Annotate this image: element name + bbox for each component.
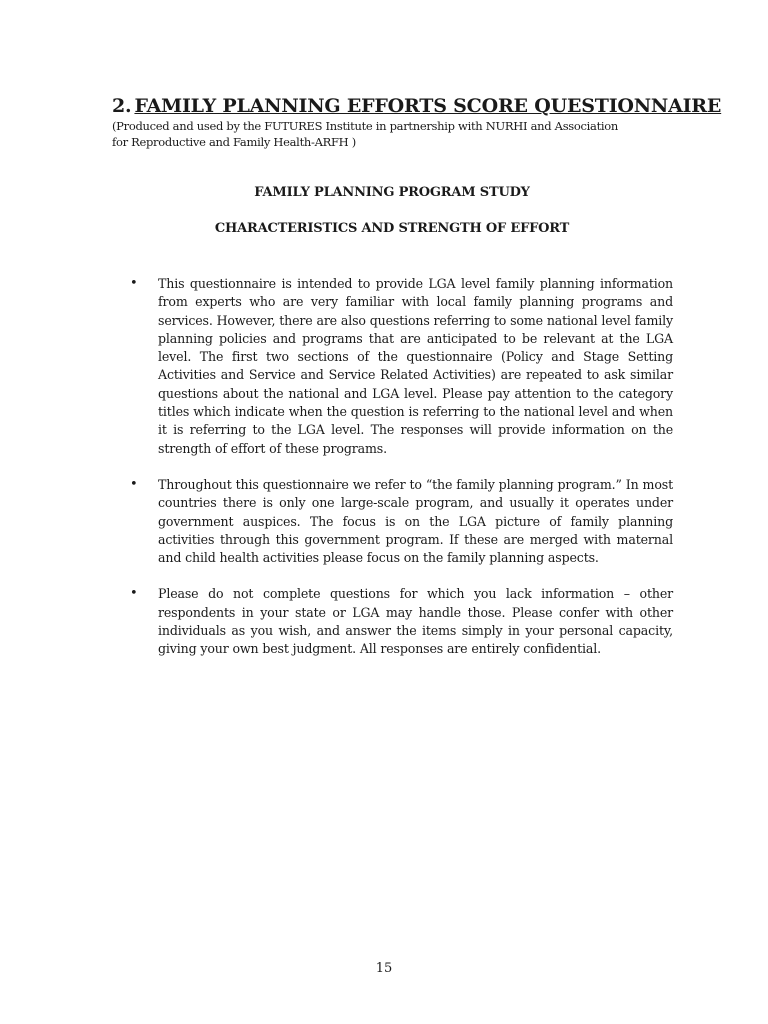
instructions-list [130, 275, 673, 677]
section-heading-title: FAMILY PLANNING EFFORTS SCORE QUESTIONNAIRE [134, 95, 722, 117]
section-heading [112, 94, 722, 118]
attribution-note: (Produced and used by the FUTURES Institute in partnership with NURHI and Association for Reproductive and Family Health-ARFH ) [112, 119, 619, 149]
bullet-icon: • [130, 476, 138, 492]
page-number: 15 [375, 961, 393, 976]
bullet-icon: • [130, 276, 138, 291]
list-item-text: Please do not complete questions for which you lack information – other respondents in your state or LGA may handle those. Please confer with other individuals as you wish, and answer the items simply in your personal capacity, giving your own best judgment. All responses are entirely confidential. [158, 586, 673, 657]
list-item-text: This questionnaire is intended to provide LGA level family planning information from experts who are very familiar with local family planning programs and services. However, there are also questions referring to some national level family planning policies and programs that are anticipated to be relevant at the LGA level. The first two sections of the questionnaire (Policy and Stage Setting Activities and Service and Service Related Activities) are repeated to ask similar questions about the national and LGA level. Please pay attention to the category titles which indicate when the question is referring to the national level and when it is referring to the LGA level. The responses will provide information on the strength of effort of these programs. [158, 276, 673, 456]
list-item [130, 585, 673, 658]
bullet-icon: • [130, 586, 138, 602]
study-title: FAMILY PLANNING PROGRAM STUDY [254, 185, 530, 200]
list-item [130, 476, 673, 567]
section-subtitle: CHARACTERISTICS AND STRENGTH OF EFFORT [214, 221, 570, 236]
list-item-text: Throughout this questionnaire we refer to “the family planning program.” In most countries there is only one large-scale program, and usually it operates under government auspices. The focus is on the LGA picture of family planning activities through this government program. If these are merged with maternal and child health activities please focus on the family planning aspects. [158, 476, 673, 566]
section-number: 2. [112, 95, 132, 117]
list-item [130, 275, 673, 458]
